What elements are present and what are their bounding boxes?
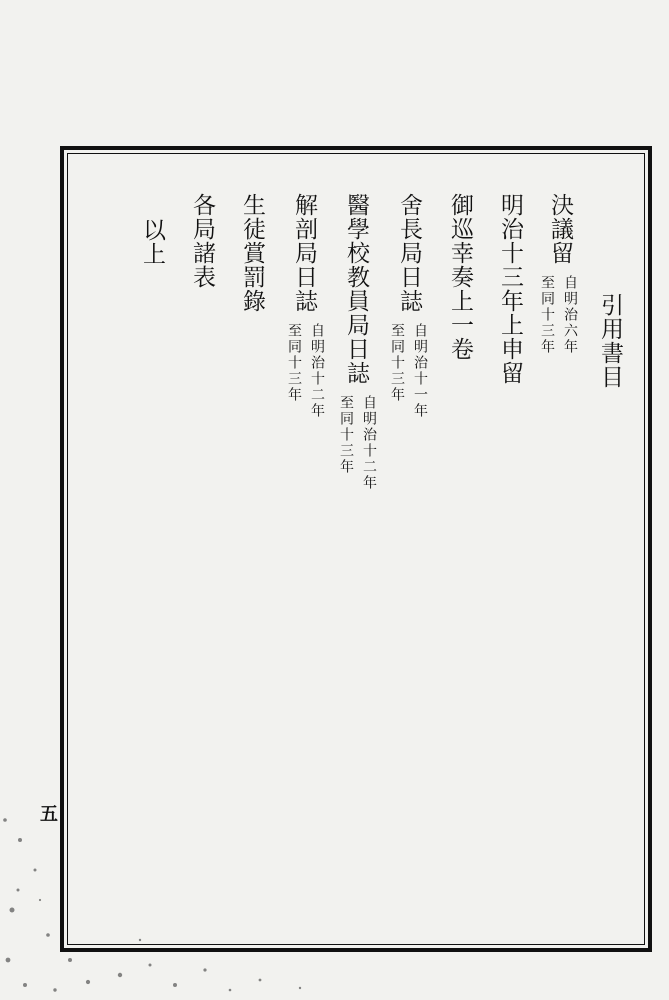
entry-title-4: 舍長局日誌 (396, 193, 422, 313)
entry-title-3: 御巡幸奏上一卷 (447, 193, 473, 361)
entry-title-8: 各局諸表 (189, 193, 215, 289)
entry-note-6b: 至同十三年 (286, 323, 302, 403)
entry-title-5: 醫學校教員局日誌 (343, 193, 369, 385)
entry-note-4a: 自明治十一年 (412, 323, 428, 419)
heading: 引用書目 (597, 293, 623, 389)
entry-title-6: 解剖局日誌 (291, 193, 317, 313)
entry-note-5a: 自明治十二年 (361, 395, 377, 491)
entry-note-5b: 至同十三年 (338, 395, 354, 475)
page-number: 五 (40, 804, 58, 825)
entry-note-1b: 至同十三年 (539, 275, 555, 355)
closing-mark: 以上 (139, 218, 165, 266)
entry-note-1a: 自明治六年 (562, 275, 578, 355)
entry-title-7: 生徒賞罰錄 (239, 193, 265, 313)
entry-note-4b: 至同十三年 (389, 323, 405, 403)
entry-note-6a: 自明治十二年 (309, 323, 325, 419)
entry-title-2: 明治十三年上申留 (497, 193, 523, 385)
entry-title-1: 決議留 (547, 193, 573, 265)
